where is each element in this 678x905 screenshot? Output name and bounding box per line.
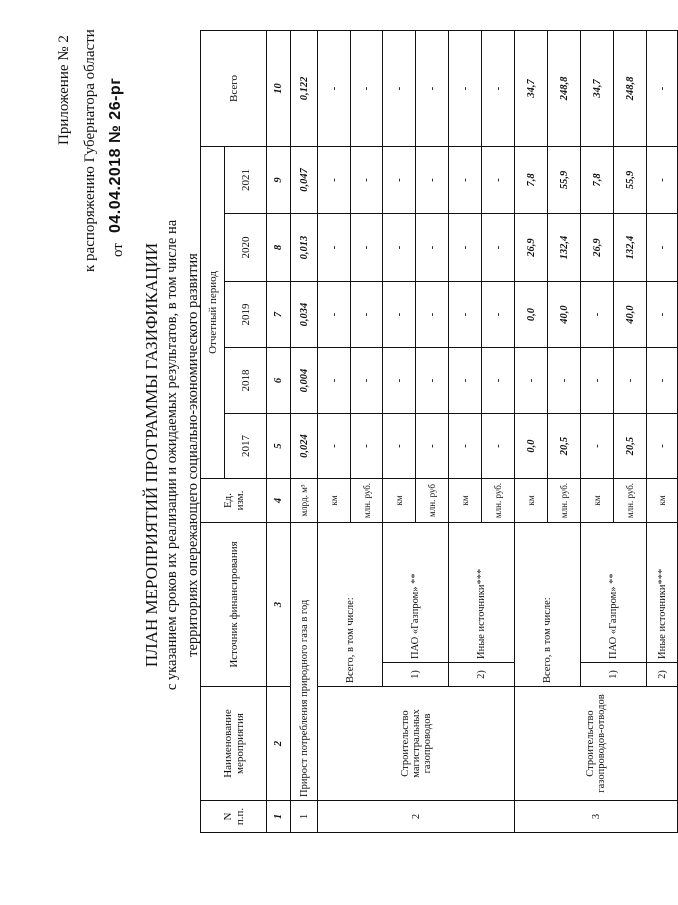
value-cell: -: [351, 414, 383, 479]
value-cell: -: [351, 146, 383, 213]
col-unit-header: Ед. изм.: [201, 479, 267, 523]
col-name-header: Наименование мероприятия: [201, 687, 267, 801]
source-cell: ПАО «Газпром» **: [581, 523, 647, 663]
value-cell: 26,9: [581, 214, 614, 282]
col-total-header: Всего: [201, 30, 267, 146]
year-2020: 2020: [225, 214, 267, 282]
group-branch-pipelines: [515, 30, 678, 832]
unit-cell: км: [383, 479, 416, 523]
value-cell: 20,5: [548, 414, 581, 479]
index-cell: 3: [267, 523, 291, 687]
index-cell: 5: [267, 414, 291, 479]
value-cell: -: [614, 348, 647, 414]
value-cell: 7,8: [515, 146, 548, 213]
plan-subtitle-1: с указанием сроков их реализации и ожидаемых результатов, в том числе на: [164, 219, 180, 691]
value-cell: 0,004: [291, 348, 318, 414]
value-cell: 0,047: [291, 146, 318, 213]
value-cell: -: [416, 282, 449, 348]
value-cell: -: [383, 30, 416, 146]
value-cell: -: [416, 30, 449, 146]
table-row: [515, 30, 548, 832]
index-cell: 8: [267, 214, 291, 282]
value-cell: 34,7: [581, 30, 614, 146]
value-cell: -: [647, 30, 678, 146]
value-cell: -: [581, 414, 614, 479]
value-cell: 20,5: [614, 414, 647, 479]
value-cell: 0,013: [291, 214, 318, 282]
value-cell: 40,0: [548, 282, 581, 348]
year-2018: 2018: [225, 348, 267, 414]
value-cell: 0,034: [291, 282, 318, 348]
col-num-header: N п.п.: [201, 801, 267, 833]
index-cell: 4: [267, 479, 291, 523]
value-cell: 0,024: [291, 414, 318, 479]
value-cell: -: [482, 214, 515, 282]
value-cell: -: [383, 414, 416, 479]
unit-cell: млн. руб.: [482, 479, 515, 523]
value-cell: -: [383, 282, 416, 348]
value-cell: -: [318, 146, 351, 213]
value-cell: -: [482, 146, 515, 213]
value-cell: -: [416, 214, 449, 282]
year-2017: 2017: [225, 414, 267, 479]
value-cell: -: [647, 348, 678, 414]
value-cell: -: [351, 282, 383, 348]
year-2021: 2021: [225, 146, 267, 213]
date-prefix: от: [110, 243, 126, 257]
value-cell: 248,8: [614, 30, 647, 146]
value-cell: -: [581, 348, 614, 414]
index-cell: 9: [267, 146, 291, 213]
unit-cell: млн. руб.: [614, 479, 647, 523]
source-cell: Иные источники***: [449, 523, 515, 663]
value-cell: -: [449, 282, 482, 348]
row-name: Строительство магистральных газопроводов: [318, 687, 515, 801]
value-cell: -: [318, 282, 351, 348]
value-cell: 34,7: [515, 30, 548, 146]
unit-cell: млн. руб.: [351, 479, 383, 523]
unit-cell: км: [515, 479, 548, 523]
plan-subtitle-2: территориях опережающего социально-экономического развития: [185, 253, 201, 657]
value-cell: 55,9: [548, 146, 581, 213]
value-cell: 55,9: [614, 146, 647, 213]
unit-cell: км: [581, 479, 614, 523]
index-cell: 1: [267, 801, 291, 833]
value-cell: -: [318, 214, 351, 282]
date-stamp: 04.04.2018 № 26-рг: [107, 77, 124, 233]
value-cell: -: [449, 30, 482, 146]
value-cell: -: [482, 348, 515, 414]
value-cell: -: [318, 30, 351, 146]
col-source-header: Источник финансирования: [201, 523, 267, 687]
value-cell: -: [416, 414, 449, 479]
source-index: 2): [449, 663, 515, 687]
row-name: Строительство газопроводов-отводов: [515, 687, 678, 801]
value-cell: -: [515, 348, 548, 414]
appendix-label: Приложение № 2: [56, 35, 72, 145]
value-cell: -: [548, 348, 581, 414]
source-cell: Всего, в том числе:: [318, 523, 383, 687]
value-cell: 0,0: [515, 414, 548, 479]
value-cell: -: [449, 414, 482, 479]
source-cell: ПАО «Газпром» **: [383, 523, 449, 663]
value-cell: -: [647, 146, 678, 213]
value-cell: 248,8: [548, 30, 581, 146]
row-name: Прирост потребления природного газа в год: [291, 523, 318, 801]
index-row: [267, 30, 291, 832]
value-cell: 26,9: [515, 214, 548, 282]
index-cell: 6: [267, 348, 291, 414]
value-cell: -: [351, 214, 383, 282]
value-cell: -: [581, 282, 614, 348]
group-main-pipelines: [318, 30, 515, 832]
unit-cell: км: [449, 479, 482, 523]
value-cell: -: [318, 414, 351, 479]
unit-cell: млн. руб.: [548, 479, 581, 523]
value-cell: 0,0: [515, 282, 548, 348]
value-cell: -: [482, 414, 515, 479]
index-cell: 7: [267, 282, 291, 348]
row-num: 3: [515, 801, 678, 833]
row-num: 1: [291, 801, 318, 833]
table-row-1: [291, 30, 318, 832]
gasification-table: [200, 30, 678, 833]
value-cell: -: [383, 146, 416, 213]
unit-cell: млн. руб: [416, 479, 449, 523]
value-cell: -: [383, 214, 416, 282]
value-cell: -: [318, 348, 351, 414]
col-period-header: Отчетный период: [201, 146, 225, 478]
row-num: 2: [318, 801, 515, 833]
value-cell: 7,8: [581, 146, 614, 213]
value-cell: -: [647, 414, 678, 479]
value-cell: -: [416, 348, 449, 414]
source-cell: Иные источники***: [647, 523, 678, 663]
value-cell: 132,4: [614, 214, 647, 282]
value-cell: -: [449, 146, 482, 213]
table-row: [318, 30, 351, 832]
value-cell: -: [482, 282, 515, 348]
source-index: 1): [383, 663, 449, 687]
order-reference: к распоряжению Губернатора области: [82, 29, 98, 272]
value-cell: -: [647, 214, 678, 282]
plan-title: ПЛАН МЕРОПРИЯТИЙ ПРОГРАММЫ ГАЗИФИКАЦИИ: [142, 242, 161, 668]
index-cell: 2: [267, 687, 291, 801]
row-unit: млрд. м³: [291, 479, 318, 523]
value-cell: -: [482, 30, 515, 146]
value-cell: -: [383, 348, 416, 414]
value-cell: 40,0: [614, 282, 647, 348]
source-cell: Всего, в том числе:: [515, 523, 581, 687]
header-row: [201, 30, 225, 832]
value-cell: -: [449, 348, 482, 414]
index-cell: 10: [267, 30, 291, 146]
year-2019: 2019: [225, 282, 267, 348]
unit-cell: км: [647, 479, 678, 523]
source-index: 2): [647, 663, 678, 687]
value-cell: 132,4: [548, 214, 581, 282]
value-cell: -: [449, 214, 482, 282]
value-cell: 0,122: [291, 30, 318, 146]
value-cell: -: [416, 146, 449, 213]
unit-cell: км: [318, 479, 351, 523]
value-cell: -: [351, 30, 383, 146]
value-cell: -: [351, 348, 383, 414]
value-cell: -: [647, 282, 678, 348]
source-index: 1): [581, 663, 647, 687]
